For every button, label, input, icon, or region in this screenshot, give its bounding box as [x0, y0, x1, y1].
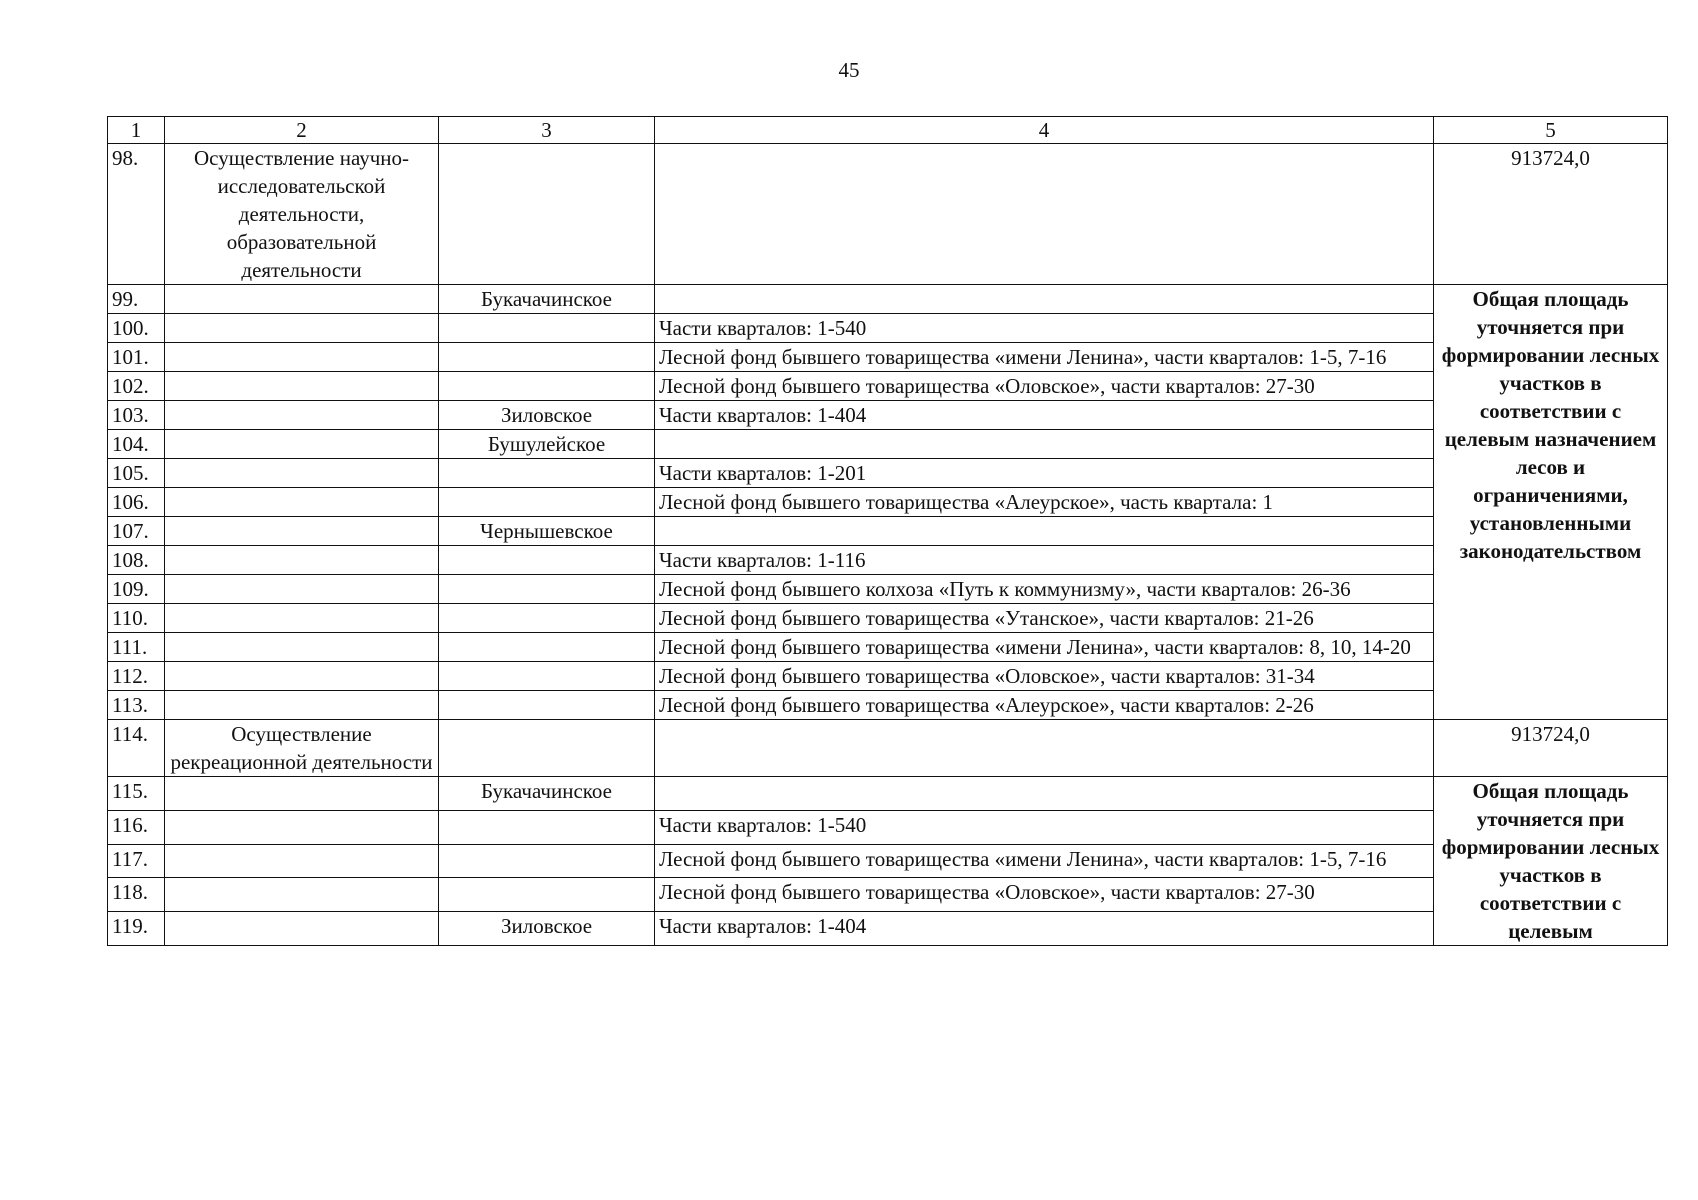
district-name: Букачачинское — [439, 777, 655, 811]
activity-cell — [165, 401, 439, 430]
activity-cell — [165, 285, 439, 314]
district-name — [439, 604, 655, 633]
district-name — [439, 878, 655, 912]
row-number: 105. — [108, 459, 165, 488]
column-header: 1 — [108, 117, 165, 144]
district-name: Бушулейское — [439, 430, 655, 459]
district-name — [439, 662, 655, 691]
quarters-description: Лесной фонд бывшего товарищества «Оловское», части кварталов: 27-30 — [655, 372, 1434, 401]
area-value: 913724,0 — [1434, 144, 1668, 285]
district-name: Чернышевское — [439, 517, 655, 546]
activity-cell — [165, 912, 439, 946]
activity-cell — [165, 777, 439, 811]
quarters-description: Лесной фонд бывшего товарищества «имени Ленина», части кварталов: 1-5, 7-16 — [655, 844, 1434, 878]
table-row — [108, 777, 1668, 811]
row-number: 119. — [108, 912, 165, 946]
row-number: 103. — [108, 401, 165, 430]
quarters-description: Лесной фонд бывшего товарищества «имени Ленина», части кварталов: 1-5, 7-16 — [655, 343, 1434, 372]
table-row — [108, 285, 1668, 314]
district-name — [439, 633, 655, 662]
table-header-row — [108, 117, 1668, 144]
quarters-description: Лесной фонд бывшего товарищества «Алеурское», части кварталов: 2-26 — [655, 691, 1434, 720]
activity-cell — [165, 575, 439, 604]
quarters-description: Лесной фонд бывшего товарищества «Оловское», части кварталов: 27-30 — [655, 878, 1434, 912]
row-number: 101. — [108, 343, 165, 372]
district-name — [439, 810, 655, 844]
activity-row — [108, 720, 1668, 777]
district-name: Букачачинское — [439, 285, 655, 314]
row-number: 118. — [108, 878, 165, 912]
quarters-description: Лесной фонд бывшего товарищества «Оловское», части кварталов: 31-34 — [655, 662, 1434, 691]
row-number: 104. — [108, 430, 165, 459]
district-name — [439, 343, 655, 372]
quarters-description: Лесной фонд бывшего товарищества «имени Ленина», части кварталов: 8, 10, 14-20 — [655, 633, 1434, 662]
column-header: 5 — [1434, 117, 1668, 144]
row-number: 109. — [108, 575, 165, 604]
district-name — [439, 372, 655, 401]
quarters-description — [655, 777, 1434, 811]
district-name — [439, 459, 655, 488]
activity-cell — [165, 691, 439, 720]
row-number: 108. — [108, 546, 165, 575]
activity-cell — [165, 459, 439, 488]
quarters-description: Лесной фонд бывшего товарищества «Алеурское», часть квартала: 1 — [655, 488, 1434, 517]
row-number: 110. — [108, 604, 165, 633]
activity-name: Осуществление рекреационной деятельности — [165, 720, 439, 777]
quarters-description: Части кварталов: 1-540 — [655, 314, 1434, 343]
district-name: Зиловское — [439, 401, 655, 430]
quarters-description — [655, 430, 1434, 459]
activity-cell — [165, 633, 439, 662]
quarters-description: Части кварталов: 1-540 — [655, 810, 1434, 844]
district-name — [439, 488, 655, 517]
row-number: 100. — [108, 314, 165, 343]
description-cell — [655, 144, 1434, 285]
quarters-description: Части кварталов: 1-404 — [655, 401, 1434, 430]
row-number: 102. — [108, 372, 165, 401]
row-number: 112. — [108, 662, 165, 691]
area-note: Общая площадь уточняется при формировании лесных участков в соответствии с целевым назначением лесов и ограничениями, установленными законодательством — [1434, 285, 1668, 720]
district-cell — [439, 144, 655, 285]
quarters-description — [655, 285, 1434, 314]
district-name — [439, 314, 655, 343]
row-number: 106. — [108, 488, 165, 517]
row-number: 98. — [108, 144, 165, 285]
row-number: 117. — [108, 844, 165, 878]
activity-cell — [165, 372, 439, 401]
row-number: 107. — [108, 517, 165, 546]
column-header: 2 — [165, 117, 439, 144]
activity-cell — [165, 604, 439, 633]
row-number: 116. — [108, 810, 165, 844]
district-name — [439, 691, 655, 720]
area-value: 913724,0 — [1434, 720, 1668, 777]
district-cell — [439, 720, 655, 777]
district-name — [439, 546, 655, 575]
district-name — [439, 575, 655, 604]
district-name — [439, 844, 655, 878]
activity-cell — [165, 546, 439, 575]
row-number: 115. — [108, 777, 165, 811]
area-note: Общая площадь уточняется при формировании лесных участков в соответствии с целевым — [1434, 777, 1668, 946]
activity-cell — [165, 810, 439, 844]
activity-cell — [165, 488, 439, 517]
district-name: Зиловское — [439, 912, 655, 946]
activity-cell — [165, 517, 439, 546]
column-header: 4 — [655, 117, 1434, 144]
activity-row — [108, 144, 1668, 285]
row-number: 99. — [108, 285, 165, 314]
row-number: 114. — [108, 720, 165, 777]
activity-cell — [165, 878, 439, 912]
activity-cell — [165, 662, 439, 691]
forest-use-table — [107, 116, 1668, 946]
quarters-description: Лесной фонд бывшего товарищества «Утанское», части кварталов: 21-26 — [655, 604, 1434, 633]
activity-cell — [165, 430, 439, 459]
quarters-description: Лесной фонд бывшего колхоза «Путь к коммунизму», части кварталов: 26-36 — [655, 575, 1434, 604]
activity-cell — [165, 314, 439, 343]
row-number: 111. — [108, 633, 165, 662]
quarters-description: Части кварталов: 1-116 — [655, 546, 1434, 575]
quarters-description: Части кварталов: 1-201 — [655, 459, 1434, 488]
page-number: 45 — [838, 58, 860, 82]
quarters-description: Части кварталов: 1-404 — [655, 912, 1434, 946]
row-number: 113. — [108, 691, 165, 720]
activity-cell — [165, 343, 439, 372]
activity-cell — [165, 844, 439, 878]
column-header: 3 — [439, 117, 655, 144]
activity-name: Осуществление научно-исследовательской деятельности, образовательной деятельности — [165, 144, 439, 285]
quarters-description — [655, 517, 1434, 546]
description-cell — [655, 720, 1434, 777]
